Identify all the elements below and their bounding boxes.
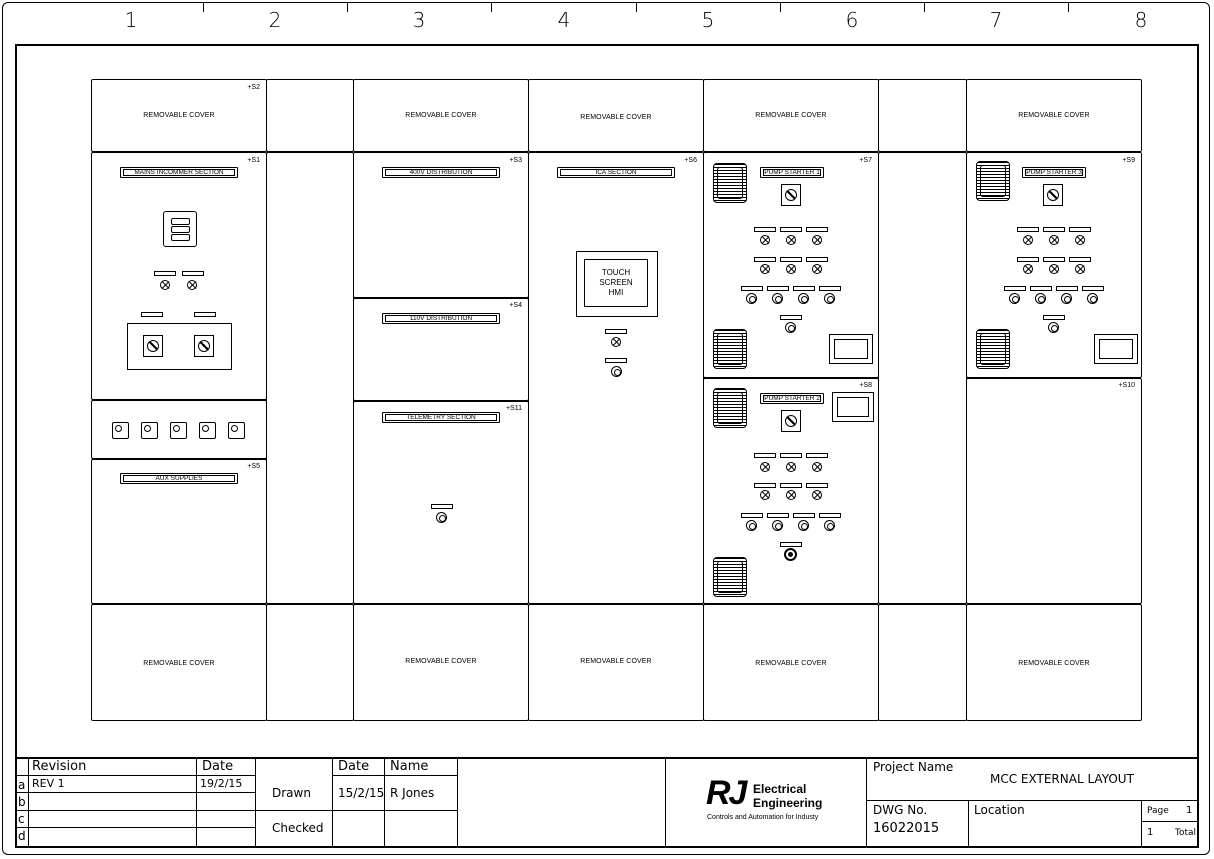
removable-cover-top [91, 79, 267, 152]
vent-fan-icon [713, 388, 747, 428]
switch-label [194, 312, 216, 317]
total-number: 1 [1147, 827, 1154, 838]
push-button[interactable] [824, 520, 835, 531]
indicator-lamp [786, 490, 796, 500]
revision-letter: c [18, 812, 25, 826]
pump-starter-2-section [703, 378, 879, 604]
dwg-label: DWG No. [873, 803, 928, 817]
push-button[interactable] [798, 293, 809, 304]
page-label: Page [1147, 806, 1169, 816]
indicator-label [754, 257, 776, 262]
section-tag: +S9 [1122, 157, 1135, 164]
indicator-label [754, 227, 776, 232]
switch-label [141, 312, 163, 317]
removable-cover-bottom [966, 604, 1142, 721]
push-button[interactable] [1009, 293, 1020, 304]
section-tag: +S2 [247, 84, 260, 91]
button-label [793, 513, 815, 518]
indicator-label [806, 453, 828, 458]
ammeter-display [1094, 334, 1138, 364]
touch-screen-hmi[interactable] [576, 251, 658, 317]
socket-icon [141, 422, 158, 439]
cableway-cover-top [266, 79, 354, 152]
cover-label: REMOVABLE COVER [1018, 660, 1090, 667]
cover-label: REMOVABLE COVER [755, 112, 827, 119]
indicator-label [780, 483, 802, 488]
project-name: MCC EXTERNAL LAYOUT [990, 772, 1134, 786]
emergency-stop-button[interactable] [784, 548, 797, 561]
indicator-label [780, 453, 802, 458]
cover-label: REMOVABLE COVER [143, 660, 215, 667]
110v-distribution-section [353, 298, 529, 401]
indicator-label [1043, 257, 1065, 262]
isolator-switch-icon[interactable] [143, 335, 163, 357]
pump-starter-1-section [703, 152, 879, 378]
button-label [767, 286, 789, 291]
indicator-lamp [1049, 264, 1059, 274]
revision-letter: b [18, 795, 26, 809]
indicator-lamp [786, 462, 796, 472]
button-label [767, 513, 789, 518]
indicator-lamp [812, 264, 822, 274]
revision-date: 19/2/15 [200, 777, 243, 790]
cableway-cover-bottom [266, 604, 354, 721]
indicator-label [1069, 257, 1091, 262]
section-nameplate: TELEMETRY SECTION [382, 412, 500, 423]
page-number: 1 [1186, 805, 1193, 816]
column-number: 6 [845, 8, 859, 32]
cableway-cover-bottom [878, 604, 967, 721]
indicator-label [1069, 227, 1091, 232]
push-button[interactable] [824, 293, 835, 304]
section-nameplate: 110V DISTRIBUTION [382, 313, 500, 324]
button-label [741, 286, 763, 291]
button-label [819, 513, 841, 518]
section-nameplate: PUMP STARTER 3 [1022, 167, 1086, 178]
column-number: 5 [701, 8, 715, 32]
section-tag: +S4 [509, 302, 522, 309]
column-divider [347, 2, 348, 12]
vent-fan-icon [976, 161, 1010, 201]
column-number: 4 [557, 8, 571, 32]
vent-fan-icon [713, 557, 747, 597]
cableway-cover-top [878, 79, 967, 152]
removable-cover-top [528, 79, 704, 152]
indicator-lamp [1075, 235, 1085, 245]
cover-label: REMOVABLE COVER [405, 658, 477, 665]
push-button[interactable] [785, 322, 796, 333]
drawn-label: Drawn [272, 786, 311, 800]
socket-outlets-section [91, 400, 267, 459]
indicator-lamp [760, 264, 770, 274]
cover-label: REMOVABLE COVER [580, 658, 652, 665]
push-button[interactable] [1061, 293, 1072, 304]
indicator-label [780, 227, 802, 232]
section-tag: +S5 [247, 463, 260, 470]
socket-icon [199, 422, 216, 439]
section-tag: +S11 [505, 405, 522, 412]
aux-supplies-section [91, 459, 267, 604]
section-tag: +S10 [1118, 382, 1135, 389]
checked-label: Checked [272, 821, 324, 835]
indicator-lamp [760, 235, 770, 245]
column-number: 2 [268, 8, 282, 32]
isolator-switch-icon[interactable] [194, 335, 214, 357]
indicator-label [182, 271, 204, 276]
indicator-label [154, 271, 176, 276]
section-nameplate: MAINS INCOMMER SECTION [120, 167, 238, 178]
column-number: 8 [1134, 8, 1148, 32]
logo-mark: RJ [706, 774, 746, 812]
button-label [1004, 286, 1026, 291]
ica-section [528, 152, 704, 604]
meter-display [163, 211, 197, 247]
removable-cover-bottom [353, 604, 529, 721]
removable-cover-bottom [91, 604, 267, 721]
indicator-lamp [160, 280, 170, 290]
indicator-label [1017, 227, 1039, 232]
indicator-lamp [812, 490, 822, 500]
column-divider [780, 2, 781, 12]
indicator-lamp [1023, 235, 1033, 245]
vent-fan-icon [976, 329, 1010, 369]
section-nameplate: PUMP STARTER 1 [760, 167, 824, 178]
section-nameplate: 400V DISTRIBUTION [382, 167, 500, 178]
cover-label: REMOVABLE COVER [405, 112, 477, 119]
push-button[interactable] [1087, 293, 1098, 304]
revision-text: REV 1 [32, 777, 65, 790]
button-label [793, 286, 815, 291]
section-nameplate: ICA SECTION [557, 167, 675, 178]
column-number: 7 [989, 8, 1003, 32]
indicator-lamp [786, 235, 796, 245]
push-button[interactable] [746, 520, 757, 531]
revision-header: Revision [32, 759, 87, 774]
project-name-label: Project Name [873, 760, 954, 774]
logo-tagline: Controls and Automation for Industy [707, 814, 819, 821]
button-label [1030, 286, 1052, 291]
push-button[interactable] [746, 293, 757, 304]
column-number: 3 [412, 8, 426, 32]
400v-distribution-section [353, 152, 529, 298]
selector-switch-icon[interactable] [1043, 184, 1063, 206]
column-divider [1068, 2, 1069, 12]
column-number: 1 [124, 8, 138, 32]
push-button[interactable] [1048, 322, 1059, 333]
indicator-lamp [1023, 264, 1033, 274]
indicator-lamp [812, 462, 822, 472]
socket-icon [170, 422, 187, 439]
removable-cover-top [353, 79, 529, 152]
dwg-number: 16022015 [873, 821, 940, 836]
removable-cover-top [966, 79, 1142, 152]
cover-label: REMOVABLE COVER [755, 660, 827, 667]
cableway-section [878, 152, 967, 604]
indicator-lamp [786, 264, 796, 274]
vent-fan-icon [713, 329, 747, 369]
socket-icon [112, 422, 129, 439]
drawn-date: 15/2/15 [338, 786, 385, 800]
indicator-label [1017, 257, 1039, 262]
removable-cover-bottom [528, 604, 704, 721]
indicator-label [806, 257, 828, 262]
button-label [741, 513, 763, 518]
indicator-label [806, 483, 828, 488]
logo-line2: Engineering [753, 796, 823, 810]
column-divider [491, 2, 492, 12]
indicator-lamp [187, 280, 197, 290]
socket-icon [228, 422, 245, 439]
indicator-lamp [1075, 264, 1085, 274]
indicator-label [780, 257, 802, 262]
indicator-label [1043, 227, 1065, 232]
indicator-lamp [1049, 235, 1059, 245]
push-button[interactable] [436, 512, 447, 523]
logo-line1: Electrical [753, 782, 807, 796]
indicator-lamp [812, 235, 822, 245]
vent-fan-icon [713, 163, 747, 203]
cover-label: REMOVABLE COVER [580, 114, 652, 121]
total-label: Total [1175, 828, 1197, 838]
button-label [780, 542, 802, 547]
indicator-label [754, 453, 776, 458]
push-button[interactable] [772, 293, 783, 304]
indicator-label [605, 358, 627, 363]
column-divider [636, 2, 637, 12]
cableway-section [266, 152, 354, 604]
ammeter-display [829, 334, 873, 364]
removable-cover-top [703, 79, 879, 152]
section-tag: +S6 [684, 157, 697, 164]
sign-name-header: Name [390, 759, 429, 774]
indicator-lamp [760, 490, 770, 500]
indicator-lamp [611, 337, 621, 347]
sign-date-header: Date [338, 759, 370, 774]
hmi-label: SCREEN [599, 278, 633, 287]
section-tag: +S7 [859, 157, 872, 164]
indicator-label [806, 227, 828, 232]
revision-letter: d [18, 829, 26, 843]
selector-switch-icon[interactable] [781, 184, 801, 206]
removable-cover-bottom [703, 604, 879, 721]
button-label [819, 286, 841, 291]
location-label: Location [974, 803, 1025, 817]
cover-label: REMOVABLE COVER [1018, 112, 1090, 119]
revision-letter: a [18, 778, 26, 792]
push-button[interactable] [1035, 293, 1046, 304]
column-divider [203, 2, 204, 12]
isolator-plate [127, 323, 232, 370]
push-button[interactable] [611, 366, 622, 377]
indicator-label [431, 504, 453, 509]
telemetry-section [353, 401, 529, 604]
selector-switch-icon[interactable] [781, 410, 801, 432]
cover-label: REMOVABLE COVER [143, 112, 215, 119]
ammeter-display [832, 392, 874, 422]
button-label [1056, 286, 1078, 291]
hmi-label: HMI [608, 288, 624, 297]
indicator-label [754, 483, 776, 488]
button-label [1043, 315, 1065, 320]
drawn-name: R Jones [390, 786, 435, 800]
hmi-label: TOUCH [601, 268, 631, 277]
section-tag: +S8 [859, 382, 872, 389]
indicator-lamp [760, 462, 770, 472]
column-divider [924, 2, 925, 12]
date-header: Date [202, 759, 234, 774]
mains-incommer-section [91, 152, 267, 400]
section-nameplate: PUMP STARTER 2 [760, 393, 824, 404]
section-tag: +S1 [247, 157, 260, 164]
push-button[interactable] [798, 520, 809, 531]
section-tag: +S3 [509, 157, 522, 164]
push-button[interactable] [772, 520, 783, 531]
button-label [1082, 286, 1104, 291]
pump-starter-3-section [966, 152, 1142, 378]
section-nameplate: AUX SUPPLIES [120, 473, 238, 484]
spare-section [966, 378, 1142, 604]
indicator-label [605, 329, 627, 334]
button-label [780, 315, 802, 320]
